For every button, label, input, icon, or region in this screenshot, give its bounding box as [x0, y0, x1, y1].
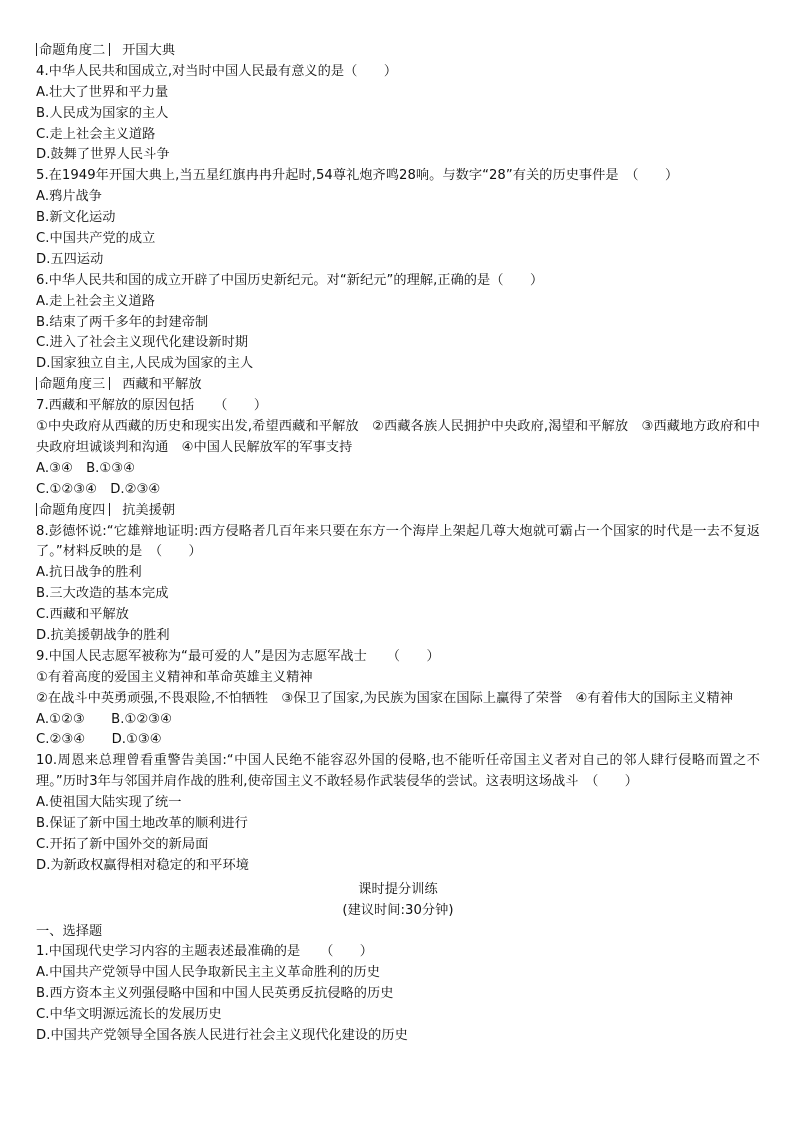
option: C.开拓了新中国外交的新局面 [36, 836, 209, 852]
training-header [36, 880, 760, 922]
option: D.中国共产党领导全国各族人民进行社会主义现代化建设的历史 [36, 1027, 408, 1043]
option: D.五四运动 [36, 251, 104, 267]
option: A.中国共产党领导中国人民争取新民主主义革命胜利的历史 [36, 965, 381, 981]
option: B.保证了新中国土地改革的顺利进行 [36, 816, 248, 832]
option: D.鼓舞了世界人民斗争 [36, 147, 170, 163]
option-row: C.②③④ D.①③④ [36, 732, 162, 748]
option: B.西方资本主义列强侵略中国和中国人民英勇反抗侵略的历史 [36, 986, 394, 1002]
heading-left-bar [36, 43, 37, 56]
option: B.结束了两千多年的封建帝制 [36, 314, 209, 330]
section-heading [36, 41, 760, 62]
part-heading: 一、选择题 [36, 923, 103, 939]
question [36, 647, 760, 751]
question-stem: 7.西藏和平解放的原因包括 （ ） [36, 398, 268, 414]
option: D.国家独立自主,人民成为国家的主人 [36, 356, 254, 372]
question [36, 271, 760, 375]
option: A.鸦片战争 [36, 189, 103, 205]
option: C.走上社会主义道路 [36, 126, 156, 142]
question-stem: 4.中华人民共和国成立,对当时中国人民最有意义的是（ ） [36, 63, 398, 79]
section-heading-label: 命题角度二 [39, 43, 106, 58]
section-heading [36, 375, 760, 396]
option: D.为新政权赢得相对稳定的和平环境 [36, 857, 250, 873]
question [36, 751, 760, 876]
question-stem: 9.中国人民志愿军被称为“最可爱的人”是因为志愿军战士 （ ） [36, 648, 440, 664]
heading-right-bar [109, 377, 110, 390]
option: A.走上社会主义道路 [36, 293, 155, 309]
option: D.抗美援朝战争的胜利 [36, 628, 170, 643]
question [36, 166, 760, 270]
option: A.使祖国大陆实现了统一 [36, 795, 182, 811]
option-row: C.①②③④ D.②③④ [36, 481, 161, 497]
heading-left-bar [36, 503, 37, 516]
question-stem: 10.周恩来总理曾看重警告美国:“中国人民绝不能容忍外国的侵略,也不能听任帝国主义者对自己的邻人肆行侵略而置之不理。”历时3年与邻国并肩作战的胜利,使帝国主义不敢轻易作武装侵华的尝试。这表明这场战斗 （ ） [36, 753, 760, 790]
question [36, 62, 760, 166]
question-stem: 6.中华人民共和国的成立开辟了中国历史新纪元。对“新纪元”的理解,正确的是（ ） [36, 272, 544, 288]
section-heading-label: 命题角度三 [39, 377, 106, 393]
question-statement: ②在战斗中英勇顽强,不畏艰险,不怕牺牲 ③保卫了国家,为民族为国家在国际上赢得了荣誉 ④有着伟大的国际主义精神 [36, 690, 733, 706]
option: A.壮大了世界和平力量 [36, 84, 169, 100]
training-title: 课时提分训练 [358, 881, 438, 897]
option: A.抗日战争的胜利 [36, 565, 142, 581]
option: C.中国共产党的成立 [36, 231, 156, 247]
option: B.三大改造的基本完成 [36, 586, 169, 602]
question-stem: 8.彭德怀说:“它雄辩地证明:西方侵略者几百年来只要在东方一个海岸上架起几尊大炮就可霸占一个国家的时代是一去不复返了。”材料反映的是 （ ） [36, 523, 760, 560]
question-stem: 5.在1949年开国大典上,当五星红旗冉冉升起时,54尊礼炮齐鸣28响。与数字“28”有关的历史事件是 （ ） [36, 168, 679, 184]
section-topic: 西藏和平解放 [122, 377, 202, 393]
section-topic: 抗美援朝 [122, 502, 176, 518]
question [36, 522, 760, 647]
option: C.进入了社会主义现代化建设新时期 [36, 335, 249, 351]
question [36, 942, 760, 1046]
section-heading [36, 501, 760, 522]
option-row: A.①②③ B.①②③④ [36, 711, 173, 727]
option: B.新文化运动 [36, 210, 116, 226]
option: B.人民成为国家的主人 [36, 105, 169, 121]
option: C.中华文明源远流长的发展历史 [36, 1007, 222, 1023]
question-statements: ①中央政府从西藏的历史和现实出发,希望西藏和平解放 ②西藏各族人民拥护中央政府,渴望和平解放 ③西藏地方政府和中央政府坦诚谈判和沟通 ④中国人民解放军的军事支持 [36, 419, 760, 455]
question [36, 396, 760, 500]
section-heading-label: 命题角度四 [39, 502, 106, 518]
option: C.西藏和平解放 [36, 607, 129, 623]
heading-right-bar [109, 43, 110, 56]
question-stem: 1.中国现代史学习内容的主题表述最准确的是 （ ） [36, 944, 374, 960]
section-topic: 开国大典 [122, 43, 176, 58]
heading-left-bar [36, 377, 37, 390]
option-row: A.③④ B.①③④ [36, 460, 136, 476]
question-statement: ①有着高度的爱国主义精神和革命英雄主义精神 [36, 669, 313, 685]
heading-right-bar [109, 503, 110, 516]
training-time-note: (建议时间:30分钟) [342, 902, 454, 918]
exam-page [36, 41, 760, 1047]
